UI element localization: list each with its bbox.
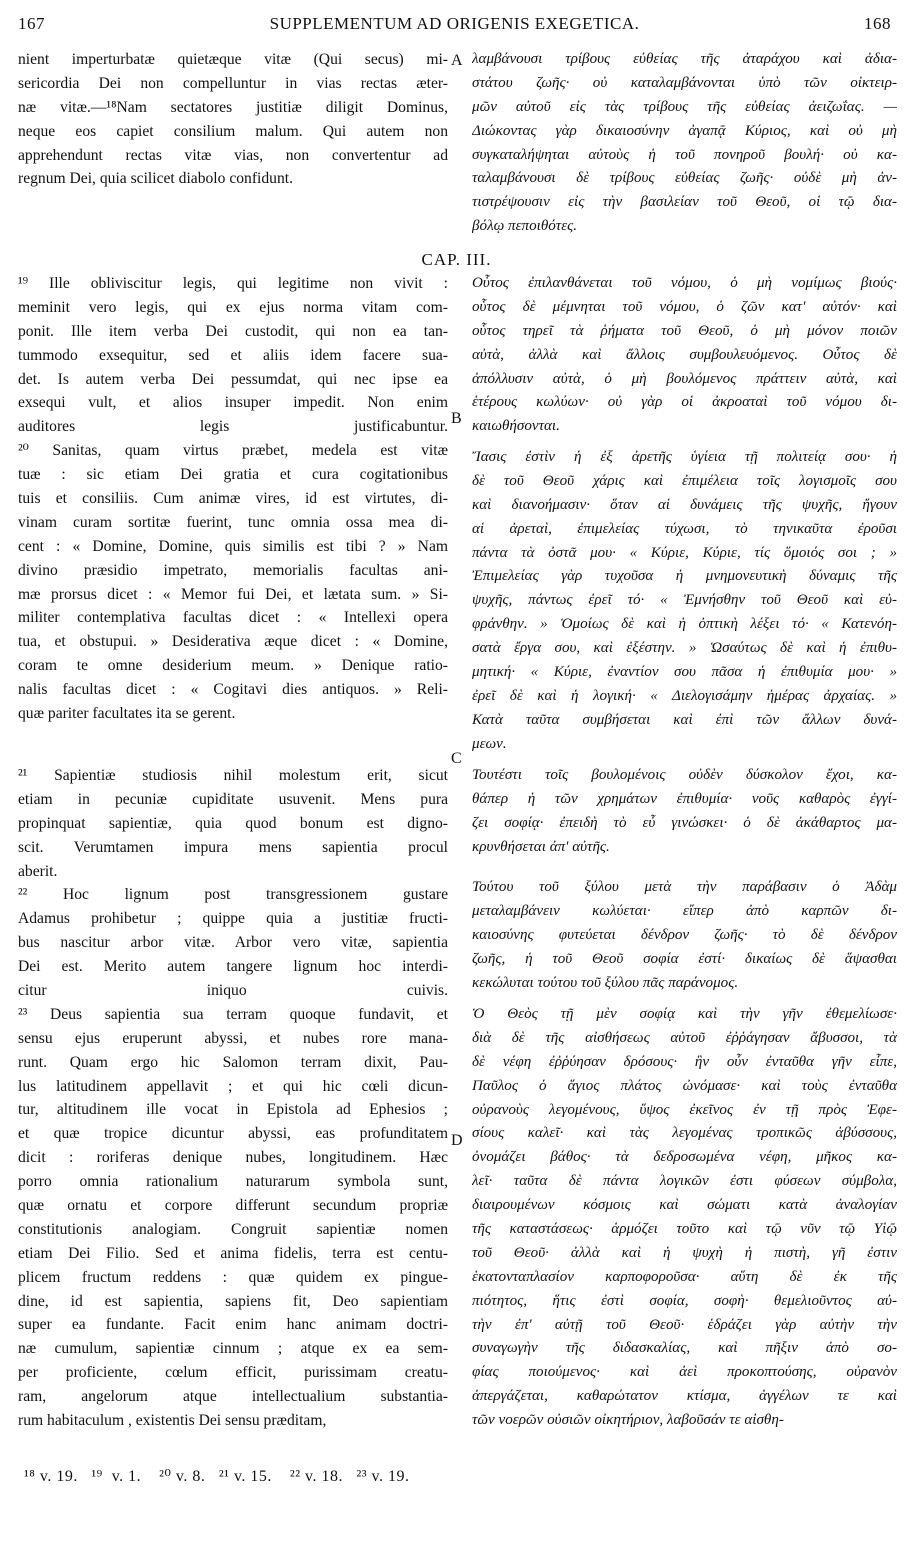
text-line: διαιρουμένων κόσμοις καὶ σώματι κατὰ ἀναλογίαν (472, 1197, 897, 1214)
text-line: ἑκατονταπλασίον καρποφοροῦσα· αὕτη δὲ ἐκ τῆς (472, 1268, 897, 1285)
text-line: θάπερ ἡ τῶν χρημάτων ἐπιθυμία· νοῦς καθαρὸς ἐγγί- (472, 790, 897, 807)
text-line: Διώκοντας γὰρ δικαιοσύνην ἀγαπᾷ Κύριος, καὶ οὐ μὴ (472, 122, 897, 139)
text-line: πάντα τὰ ὀστᾶ μου· « Κύριε, Κύριε, τίς ὅμοιός σοι ; » (472, 544, 897, 561)
text-line: rum habitaculum , existentis Dei sensu præditam, (18, 1412, 327, 1430)
text-line: καιωθήσονται. (472, 418, 560, 435)
text-line: dine, id est sapientia, sapiens fit, Deo sapientiam (18, 1292, 448, 1310)
text-line: κρυνθήσεται ἀπ' αὐτῆς. (472, 838, 610, 855)
margin-letter-c: C (451, 750, 462, 767)
text-line: citur iniquo cuivis. (18, 982, 448, 1000)
text-line: regnum Dei, quia scilicet diabolo confidunt. (18, 170, 293, 188)
text-line: τιστρέψουσιν εἰς τὴν βασιλείαν τοῦ Θεοῦ, οἱ τῷ δια- (472, 194, 897, 211)
margin-letter-b: B (451, 410, 462, 427)
text-line: et quæ tropice dicuntur abyssi, eas profunditatem (18, 1125, 448, 1143)
text-line: ἐρεῖ δὲ καὶ ἡ λογική· « Διελογισάμην ἡμέρας ἀρχαίας. » (472, 687, 897, 704)
greek-block-4 (472, 764, 897, 860)
text-line: ὀνομάζει βάθος· τὰ δεδροσωμένα νέφη, μῆκος κα- (472, 1149, 897, 1166)
text-line: mæ prorsus dicet : « Memor fui Dei, et lætata sum. » Si- (18, 585, 448, 603)
text-line: Adamus prohibetur ; quippe quia a justitiæ fructi- (18, 910, 448, 928)
margin-letter-d: D (451, 1132, 463, 1149)
text-line: sensu ejus eruperunt abyssi, et nubes rore mana- (18, 1029, 448, 1047)
text-line: tuæ : sic etiam Dei gratia et cura cogitationibus (18, 466, 448, 484)
text-line: Ἴασις ἐστὶν ἡ ἐξ ἀρετῆς ὑγίεια τῇ πολιτείᾳ σου· ἡ (472, 449, 897, 465)
text-line: etiam in pecuniæ cupiditate usuvenit. Mens pura (18, 790, 448, 808)
text-line: ζωῆς, ἡ τοῦ Θεοῦ σοφία ἐστί· δικαίως δὲ ἅψασθαι (472, 950, 897, 967)
text-line: καὶ διανοήμασιν· ὅταν αἱ δυνάμεις τῆς ψυχῆς, ἤγουν (472, 496, 897, 513)
chapter-heading: CAP. III. (421, 250, 492, 269)
text-line: aberit. (18, 862, 58, 880)
greek-block-1 (472, 48, 897, 239)
running-header (18, 14, 891, 44)
text-line: ponit. Ille item verba Dei custodit, qui non ea tan- (18, 322, 448, 340)
text-line: quæ ornatu et corpore differunt secundum propriæ (18, 1197, 448, 1215)
text-line: porro omnia rationalium naturarum symbola sunt, (18, 1173, 448, 1191)
text-line: τῶν νοερῶν οὐσιῶν οἰκητήριον, λαβοῦσάν τε αἰσθη- (472, 1412, 784, 1429)
text-line: ψυχῆς, πάντως ἐρεῖ τό· « Ἐμνήσθην τοῦ Θεοῦ καὶ εὐ- (472, 592, 897, 609)
footnotes: ¹⁸ v. 19. ¹⁹ v. 1. ²⁰ v. 8. ²¹ v. 15. ²² v. 18. ²³ v. 19. (24, 1468, 410, 1485)
text-line: ἀπόλλυσιν αὐτὰ, ὁ μὴ βουλόμενος πράττειν αὐτὰ, καὶ (472, 370, 897, 387)
text-line: φράνθην. » Ὁμοίως δὲ καὶ ἡ ὀπτικὴ λέξει τό· « Κατενόη- (472, 616, 897, 633)
text-line: tur, altitudinem ille vocat in Epistola ad Ephesios ; (18, 1101, 448, 1119)
text-line: quæ pariter facultates ita se gerent. (18, 705, 236, 723)
text-line: cent : « Domine, Domine, quis similis est tibi ? » Nam (18, 537, 448, 555)
text-line: οὗτος δὲ μέμνηται τοῦ νόμου, ὁ ζῶν κατ' αὐτόν· καὶ (472, 298, 897, 315)
text-line: sericordia Dei non compelluntur in vias rectas æter- (18, 74, 448, 92)
text-line: Ἐπιμελείας γὰρ τυχοῦσα ἡ μνημονευτικὴ δύναμις τῆς (472, 568, 897, 585)
greek-block-3 (472, 446, 897, 757)
text-line: bus nascitur arbor vitæ. Arbor vero vitæ, sapientia (18, 934, 448, 952)
text-line: scit. Verumtamen impura mens sapientia procul (18, 838, 448, 856)
running-title: SUPPLEMENTUM AD ORIGENIS EXEGETICA. (269, 14, 640, 33)
text-line: coram te omne desiderium meum. » Denique ratio- (18, 657, 448, 675)
text-line: per proficiente, cœlum efficit, purissimam creatu- (18, 1364, 448, 1382)
text-line: nalis facultas dicet : « Cogitavi dies antiquos. » Reli- (18, 681, 448, 699)
text-line: næ cumulum, sapientiæ cinnum ; atque ex ea sem- (18, 1340, 448, 1358)
text-line: constitutionis analogiam. Congruit sapientiæ nomen (18, 1220, 448, 1238)
latin-block-1 (18, 48, 448, 191)
text-line: ἑτέρους κωλύων· οὐ γὰρ οἱ ἀκροαταὶ τοῦ νόμου δι- (472, 394, 897, 411)
text-line: militer contemplativa facultas dicet : « Intellexi opera (18, 609, 448, 627)
text-line: tua, et obstupui. » Desiderativa æque dicet : « Domine, (18, 633, 448, 651)
text-line: λαμβάνουσι τρίβους εὐθείας τῆς ἀταράχου καὶ ἀδια- (472, 51, 897, 67)
text-line: Οὗτος ἐπιλανθάνεται τοῦ νόμου, ὁ μὴ νομίμως βιούς· (472, 275, 897, 291)
text-line: vinam curam sortitæ fuerint, tunc omnia ossa mea di- (18, 513, 448, 531)
text-line: ταλαμβάνουσι δὲ τρίβους εὐθείας ζωῆς· οὐδὲ μὴ ἀν- (472, 170, 897, 187)
text-line: runt. Quam ergo hic Salomon terram dixit, Pau- (18, 1053, 448, 1071)
text-line: κεκώλυται τούτου τοῦ ξύλου πᾶς παράνομος. (472, 974, 739, 991)
text-line: apprehendunt rectas vitæ vias, non convertentur ad (18, 146, 448, 164)
margin-letter-a: A (451, 52, 463, 69)
text-line: καιοσύνης φυτεύεται δένδρον ζωῆς· τὸ δὲ δένδρον (472, 926, 897, 943)
text-line: meminit vero legis, qui ex ejus norma vitam com- (18, 298, 448, 316)
text-line: Τούτου τοῦ ξύλου μετὰ τὴν παράβασιν ὁ Ἀδὰμ (472, 879, 897, 895)
text-line: ²² Hoc lignum post transgressionem gustare (18, 886, 448, 904)
text-line: auditores legis justificabuntur. (18, 418, 448, 436)
greek-block-5 (472, 876, 897, 995)
text-line: οὐρανοὺς λεγομένους, ὕψος ἐκεῖνος ἐν τῇ πρὸς Ἐφε- (472, 1101, 897, 1118)
text-line: Ὁ Θεὸς τῇ μὲν σοφίᾳ καὶ τὴν γῆν ἐθεμελίωσε· (472, 1006, 897, 1022)
text-line: συγκαταλήψηται αὐτοὺς ἡ τοῦ πονηροῦ βουλή· οὐ κα- (472, 146, 897, 163)
text-line: συναγωγὴν τῆς διδασκαλίας, καὶ πῆξιν ἀπὸ σο- (472, 1340, 897, 1357)
text-line: tummodo exsequitur, sed et aliis idem facere sua- (18, 346, 448, 364)
text-line: propinquat sapientiæ, quia quod bonum est digno- (18, 814, 448, 832)
left-page-number: 167 (18, 14, 45, 33)
text-line: δὲ τοῦ Θεοῦ χάρις καὶ ἐπιμέλεια τοῖς λογισμοῖς σου (472, 472, 897, 489)
text-line: διὰ δὲ τῆς αἰσθήσεως αὐτοῦ ἐῤῥάγησαν ἄβυσσοι, τὰ (472, 1029, 897, 1046)
text-line: μητική· « Κύριε, ἐναντίον σου πᾶσα ἡ ἐπιθυμία μου· » (472, 664, 897, 681)
text-line: Τουτέστι τοῖς βουλομένοις οὐδὲν δύσκολον ἔχοι, κα- (472, 767, 897, 783)
text-line: μῶν αὐτοῦ εἰς τὰς τρίβους τῆς εὐθείας ἀειζωΐας. — (472, 98, 897, 115)
right-page-number: 168 (864, 14, 891, 33)
text-line: næ vitæ.—¹⁸Nam sectatores justitiæ diligit Dominus, (18, 98, 448, 116)
greek-block-2 (472, 272, 897, 439)
text-line: det. Is autem verba Dei pessumdat, qui nec ipse ea (18, 370, 448, 388)
text-line: ²⁰ Sanitas, quam virtus præbet, medela est vitæ (18, 442, 448, 460)
text-line: δὲ νέφη ἐῤῥύησαν δρόσους· ἣν οὖν ἐνταῦθα γῆν εἶπε, (472, 1053, 897, 1070)
text-line: ¹⁹ Ille obliviscitur legis, qui legitime non vivit : (18, 275, 448, 292)
text-line: φίας ποιούμενος· καὶ ἀεὶ προκοπτούσης, οὐρανὸν (472, 1364, 897, 1381)
text-line: super ea fundante. Facit enim hanc animam doctri- (18, 1316, 448, 1334)
text-line: τοῦ Θεοῦ· ἀλλὰ καὶ ἡ ψυχὴ ἡ πιστὴ, γῆ ἐστιν (472, 1244, 897, 1261)
text-line: Παῦλος ὁ ἅγιος πλάτος ὠνόμασε· καὶ τοὺς ἐνταῦθα (472, 1077, 897, 1094)
latin-block-3 (18, 764, 448, 1433)
latin-block-2 (18, 272, 448, 726)
text-line: tuis et consiliis. Cum animæ vires, id est virtutes, di- (18, 490, 448, 508)
text-line: τὴν ἐπ' αὐτῇ τοῦ Θεοῦ· ἑδράζει γὰρ αὐτὴν τὴν (472, 1316, 897, 1333)
text-line: στάτου ζωῆς· οὐ καταλαμβάνονται ὑπὸ τῶν οἰκτειρ- (472, 74, 897, 91)
text-line: μεταλαμβάνειν κωλύεται· εἴπερ ἀπὸ καρπῶν δι- (472, 902, 897, 919)
text-line: lus latitudinem appellavit ; et qui hic cœli dicun- (18, 1077, 448, 1095)
text-line: ram, angelorum atque intellectualium substantia- (18, 1388, 448, 1406)
text-line: divino præsidio impetrato, memorialis facultas ani- (18, 561, 448, 579)
text-line: λεῖ· ταῦτα δὲ πάντα λογικῶν ἐστι φύσεων σύμβολα, (472, 1173, 897, 1190)
text-line: βόλῳ πεποιθότες. (472, 218, 578, 235)
text-line: dicit : roriferas denique nubes, longitudinem. Hæc (18, 1149, 448, 1167)
text-line: ²³ Deus sapientia sua terram quoque fundavit, et (18, 1005, 448, 1023)
text-line: μεων. (472, 735, 507, 752)
text-line: Dei est. Merito autem tangere lignum hoc interdi- (18, 958, 448, 976)
text-line: ²¹ Sapientiæ studiosis nihil molestum erit, sicut (18, 767, 448, 784)
text-line: etiam Dei Filio. Sed et anima fidelis, terra est centu- (18, 1244, 448, 1262)
text-line: plicem fructum reddens : quæ quidem ex pingue- (18, 1268, 448, 1286)
text-line: ἀπεργάζεται, καθαρώτατον κτίσμα, ἀγγέλων τε καὶ (472, 1388, 897, 1405)
text-line: σατὰ ἔργα σου, καὶ ἐξέστην. » Ὡσαύτως δὲ καὶ ἡ ἐπιθυ- (472, 640, 897, 657)
text-line: nient imperturbatæ quietæque vitæ (Qui secus) mi- (18, 51, 448, 68)
text-line: neque eos capiet consilium malum. Qui autem non (18, 122, 448, 140)
text-line: τῆς καταστάσεως· ἁρμόζει τοῦτο καὶ τῷ νῦν τῷ Υἱῷ (472, 1221, 897, 1238)
text-line: αὐτὰ, ἀλλὰ καὶ ἄλλοις συμβουλευόμενος. Οὗτος δὲ (472, 346, 897, 363)
text-line: οὗτος τηρεῖ τὰ ῥήματα τοῦ Θεοῦ, ὁ μὴ μόνον ποιῶν (472, 322, 897, 339)
text-line: ζει σοφίᾳ· ἐπειδὴ τὸ εὖ γινώσκει· ὁ δὲ ἀκάθαρτος μα- (472, 814, 897, 831)
text-line: σίους καλεῖ· καὶ τὰς λεγομένας τροπικῶς ἀβύσσους, (472, 1125, 897, 1142)
text-line: Κατὰ ταῦτα συμβήσεται καὶ ἐπὶ τῶν ἄλλων δυνά- (472, 711, 897, 728)
text-line: exsequi vult, et alios insuper impedit. Non enim (18, 394, 448, 412)
text-line: πιότητος, ἥτις ἐστὶ σοφία, σοφὴ· θεμελιοῦντος αὐ- (472, 1292, 897, 1309)
text-line: αἱ ἀρεταὶ, ἐπιμελείας τύχωσι, τὸ τηνικαῦτα ἐροῦσι (472, 520, 897, 537)
greek-block-6 (472, 1003, 897, 1433)
